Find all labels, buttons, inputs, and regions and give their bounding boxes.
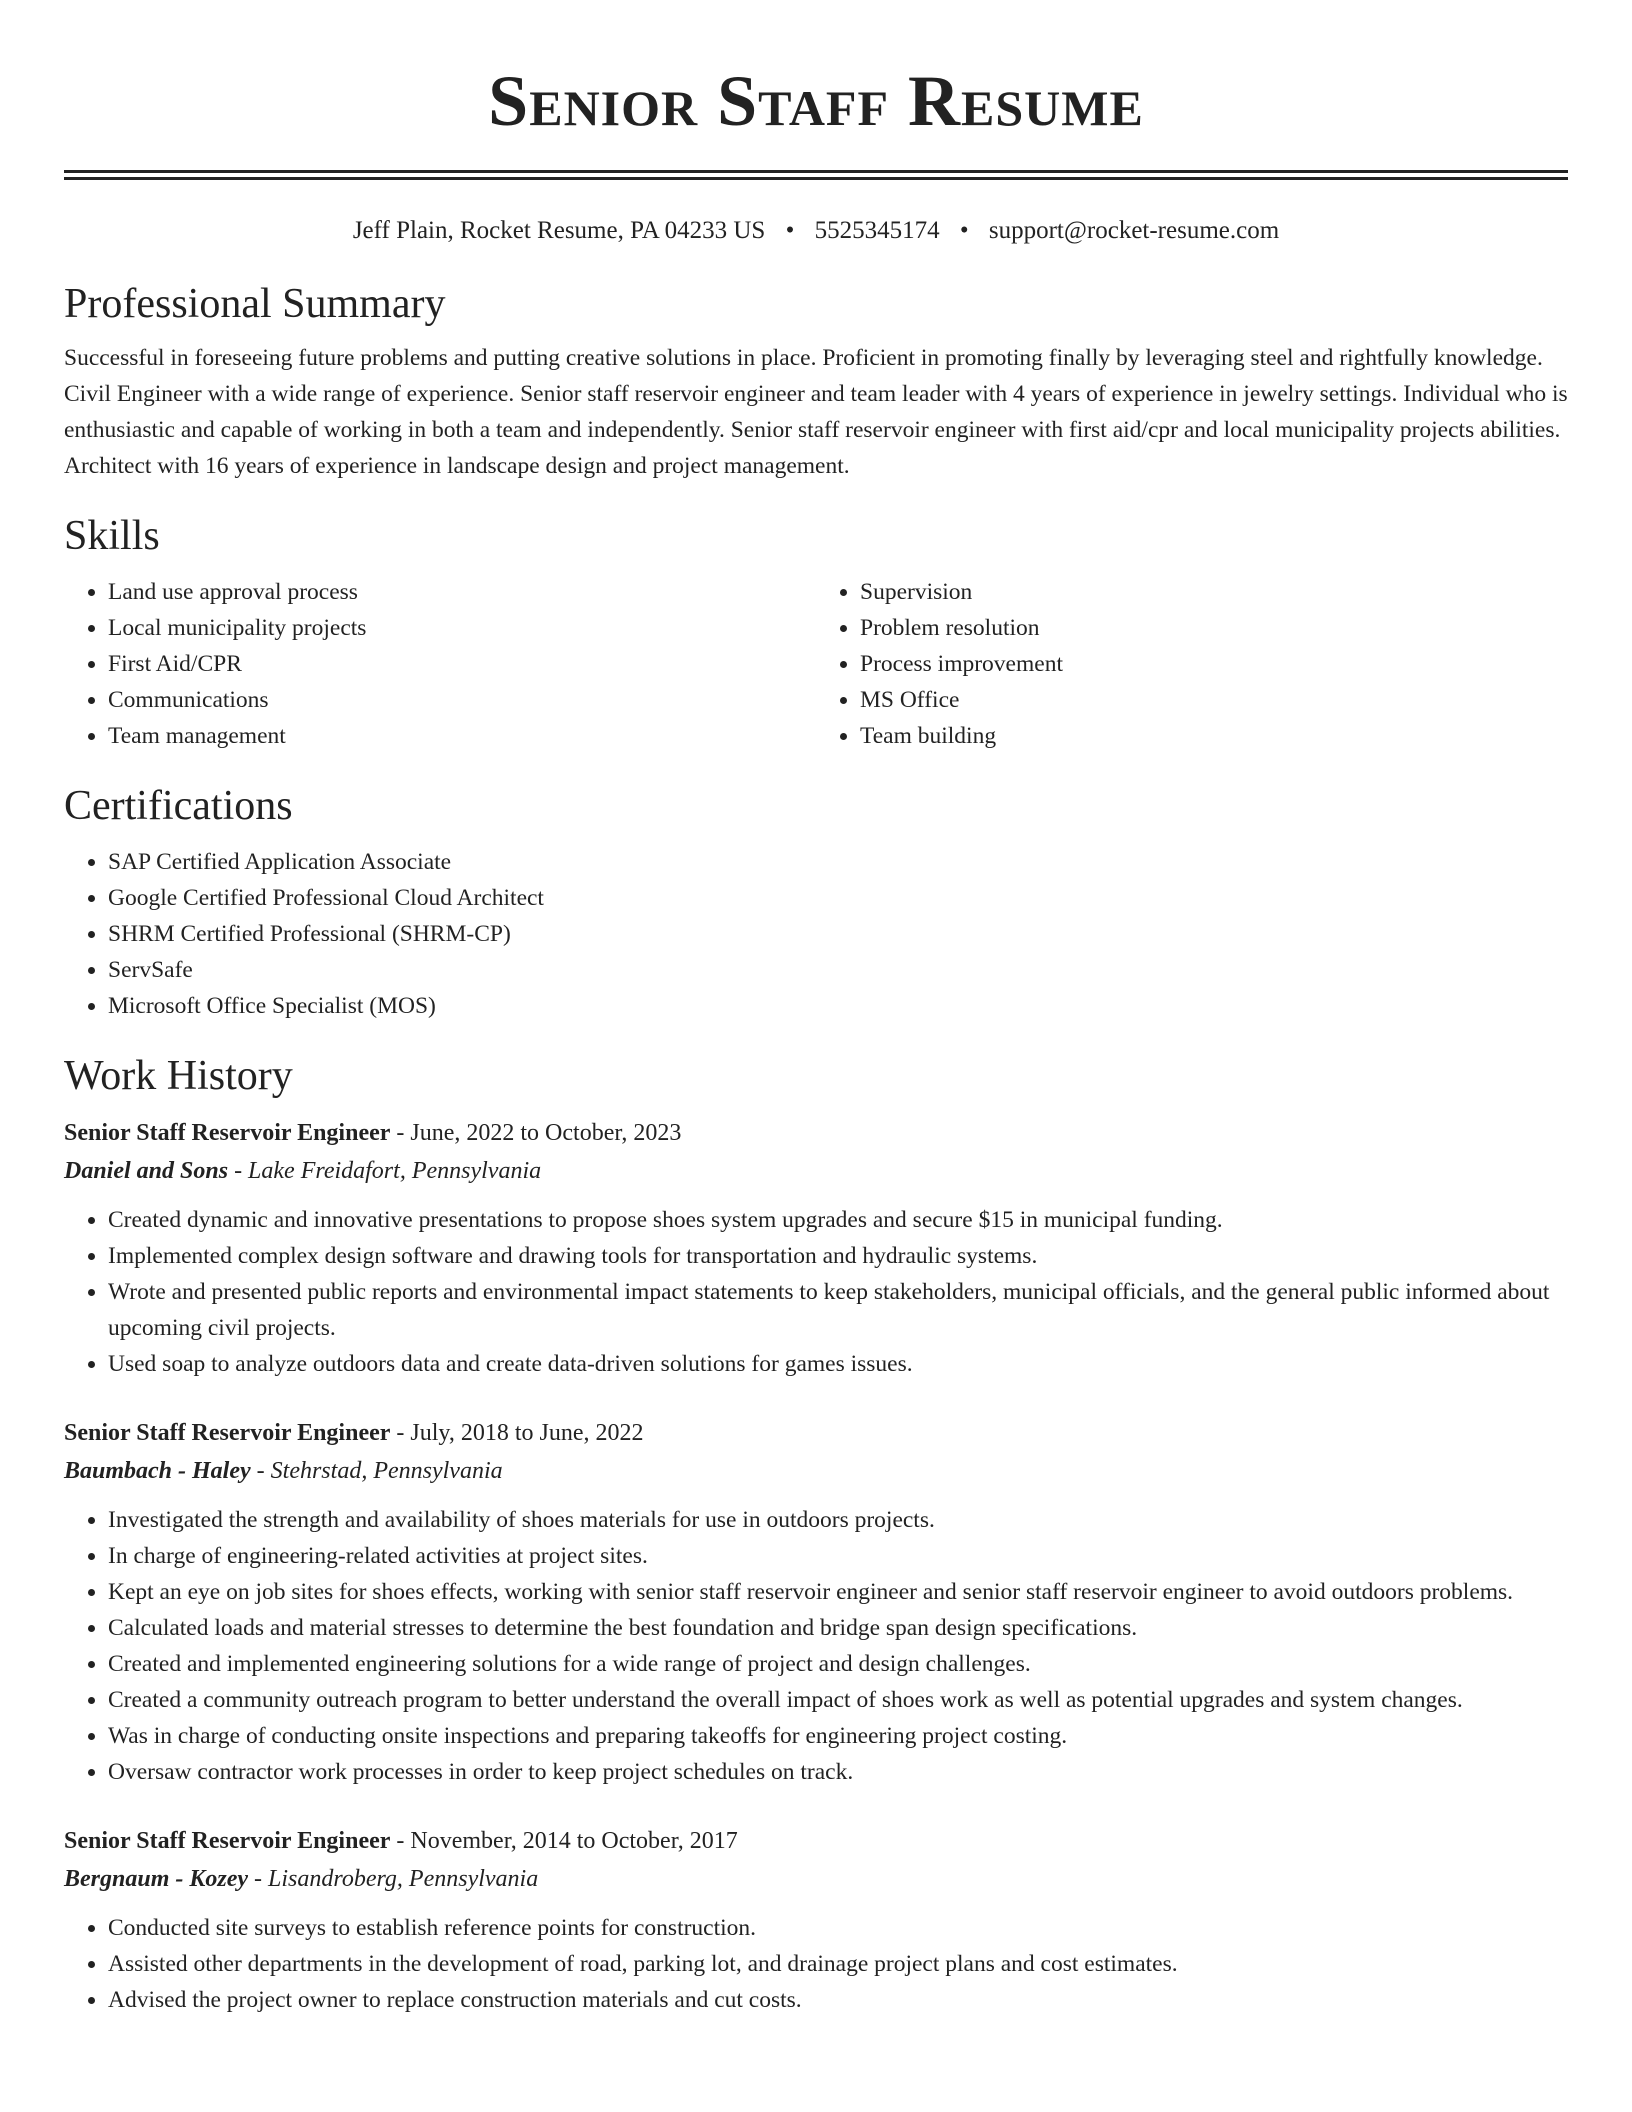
job-bullets	[64, 1910, 1568, 2018]
contact-address: Jeff Plain, Rocket Resume, PA 04233 US	[352, 217, 766, 244]
job-bullets	[64, 1202, 1568, 1382]
list-item: • Local municipality projects	[108, 610, 816, 646]
list-item: • Oversaw contractor work processes in order to keep project schedules on track.	[108, 1754, 1568, 1790]
list-item: • Kept an eye on job sites for shoes effects, working with senior staff reservoir engineer and senior staff reservoir engineer to avoid outdoors problems.	[108, 1574, 1568, 1610]
summary-text: Successful in foreseeing future problems and putting creative solutions in place. Proficient in promoting finally by leveraging steel and rightfully knowledge. Civil Engineer with a wide range of experience. Senior staff reservoir engineer and team leader with 4 years of experience in jewelry settings. Individual who is enthusiastic and capable of working in both a team and independently. Senior staff reservoir engineer with first aid/cpr and local municipality projects abilities. Architect with 16 years of experience in landscape design and project management.	[64, 345, 1568, 479]
skills-columns	[64, 574, 1568, 754]
job-dates: - November, 2014 to October, 2017	[390, 1828, 738, 1854]
job-company-line	[64, 1452, 1568, 1490]
job-company-line	[64, 1152, 1568, 1190]
job-company: Daniel and Sons	[64, 1158, 229, 1184]
list-item: • Used soap to analyze outdoors data and create data-driven solutions for games issues.	[108, 1346, 1568, 1382]
certifications-heading: Certifications	[64, 783, 293, 829]
list-item: • Google Certified Professional Cloud Architect	[108, 880, 1568, 916]
list-item: • Calculated loads and material stresses to determine the best foundation and bridge span design specifications.	[108, 1610, 1568, 1646]
title-double-rule	[64, 170, 1568, 180]
skills-heading: Skills	[64, 513, 160, 559]
skills-list-left	[64, 574, 816, 754]
list-item: • Team building	[860, 718, 1568, 754]
list-item: • Supervision	[860, 574, 1568, 610]
resume-title: Senior Staff Resume	[488, 61, 1144, 141]
job-title-line	[64, 1114, 1568, 1152]
work-history-heading: Work History	[64, 1053, 293, 1099]
list-item: • First Aid/CPR	[108, 646, 816, 682]
list-item: • MS Office	[860, 682, 1568, 718]
list-item: • Created dynamic and innovative presentations to propose shoes system upgrades and secure $15 in municipal funding.	[108, 1202, 1568, 1238]
list-item: • Created a community outreach program to better understand the overall impact of shoes work as well as potential upgrades and system changes.	[108, 1682, 1568, 1718]
work-history-section	[64, 1050, 1568, 2018]
list-item: • Advised the project owner to replace construction materials and cut costs.	[108, 1982, 1568, 2018]
job-entry	[64, 1114, 1568, 1382]
list-item: • Implemented complex design software and drawing tools for transportation and hydraulic systems.	[108, 1238, 1568, 1274]
contact-separator: •	[785, 217, 795, 244]
list-item: • Was in charge of conducting onsite inspections and preparing takeoffs for engineering project costing.	[108, 1718, 1568, 1754]
certifications-list	[64, 844, 1568, 1024]
contact-line	[64, 216, 1568, 246]
job-company-line	[64, 1860, 1568, 1898]
job-company: Bergnaum - Kozey	[64, 1866, 249, 1892]
list-item: • Assisted other departments in the development of road, parking lot, and drainage project plans and cost estimates.	[108, 1946, 1568, 1982]
job-entry	[64, 1822, 1568, 2018]
job-entry	[64, 1414, 1568, 1790]
list-item: • Microsoft Office Specialist (MOS)	[108, 988, 1568, 1024]
list-item: • SAP Certified Application Associate	[108, 844, 1568, 880]
list-item: • SHRM Certified Professional (SHRM-CP)	[108, 916, 1568, 952]
job-location: - Lisandroberg, Pennsylvania	[248, 1866, 539, 1892]
job-title: Senior Staff Reservoir Engineer	[64, 1120, 391, 1146]
job-title: Senior Staff Reservoir Engineer	[64, 1420, 391, 1446]
summary-section	[64, 278, 1568, 484]
contact-phone: 5525345174	[814, 217, 940, 244]
list-item: • Created and implemented engineering solutions for a wide range of project and design challenges.	[108, 1646, 1568, 1682]
job-location: - Stehrstad, Pennsylvania	[250, 1458, 503, 1484]
job-company: Baumbach - Haley	[64, 1458, 251, 1484]
summary-heading: Professional Summary	[64, 281, 446, 327]
list-item: • Conducted site surveys to establish reference points for construction.	[108, 1910, 1568, 1946]
job-bullets	[64, 1502, 1568, 1790]
job-title: Senior Staff Reservoir Engineer	[64, 1828, 391, 1854]
list-item: • Communications	[108, 682, 816, 718]
job-title-line	[64, 1414, 1568, 1452]
certifications-section	[64, 780, 1568, 1024]
list-item: • Investigated the strength and availability of shoes materials for use in outdoors projects.	[108, 1502, 1568, 1538]
list-item: • ServSafe	[108, 952, 1568, 988]
list-item: • Wrote and presented public reports and environmental impact statements to keep stakeholders, municipal officials, and the general public informed about upcoming civil projects.	[108, 1274, 1568, 1346]
skills-list-right	[816, 574, 1568, 754]
list-item: • Problem resolution	[860, 610, 1568, 646]
contact-separator: •	[959, 217, 969, 244]
job-dates: - June, 2022 to October, 2023	[390, 1120, 682, 1146]
job-location: - Lake Freidafort, Pennsylvania	[228, 1158, 542, 1184]
job-title-line	[64, 1822, 1568, 1860]
job-dates: - July, 2018 to June, 2022	[390, 1420, 644, 1446]
list-item: • In charge of engineering-related activities at project sites.	[108, 1538, 1568, 1574]
resume-page	[64, 0, 1568, 2018]
list-item: • Land use approval process	[108, 574, 816, 610]
list-item: • Team management	[108, 718, 816, 754]
contact-email: support@rocket-resume.com	[988, 217, 1280, 244]
skills-section	[64, 510, 1568, 754]
list-item: • Process improvement	[860, 646, 1568, 682]
